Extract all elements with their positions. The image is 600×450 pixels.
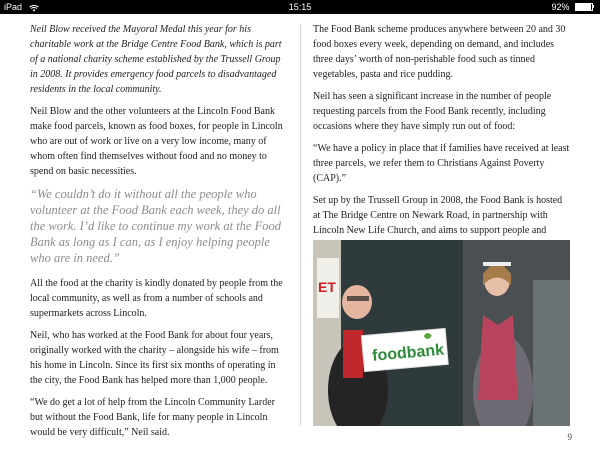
foodbank-sign (361, 328, 448, 371)
intro-paragraph: Neil Blow received the Mayoral Medal this year for his charitable work at the Bridge Centre Food Bank, which is part of a national charity scheme established by the Trussell Group in 2008. It provides emergency food parcels to disadvantaged residents in the local community. (30, 24, 282, 95)
body-paragraph: Neil has seen a significant increase in the number of people requesting parcels from the Food Bank recently, including occasions where they have simply run out of food: (313, 91, 552, 132)
battery-tip (593, 5, 594, 8)
column-divider (300, 24, 301, 426)
article-photo (313, 240, 570, 426)
foodbank-sign-text: foodbank (371, 341, 445, 365)
status-right (551, 0, 594, 14)
status-time: 15:15 (288, 2, 312, 12)
right-column (313, 22, 571, 260)
body-paragraph: Set up by the Trussell Group in 2008, the Food Bank is hosted at The Bridge Centre on Newark Road, in partnership with Lincoln New Life Church, and aims to support people and (313, 195, 563, 236)
body-paragraph: “We do get a lot of help from the Lincoln Community Larder but without the Food Bank, life for many people in Lincoln would be very difficult,” Neil said. (30, 397, 275, 438)
pull-quote: “We couldn’t do it without all the people who volunteer at the Food Bank each week, they do all the work. I’d like to continue my work at the Food Bank as long as I can, as I enjoy helping people who are in need.” (30, 187, 281, 265)
photo-illustration (313, 240, 570, 426)
battery-percent: 92% (551, 2, 570, 12)
body-paragraph: Neil, who has worked at the Food Bank for about four years, originally worked with the charity – alongside his wife – from his home in Lincoln. Since its first six months of operating in the city, the Food Bank has helped more than 1,000 people. (30, 330, 279, 386)
battery-icon (575, 3, 593, 11)
page-number: 9 (567, 432, 572, 442)
status-bar (0, 0, 600, 14)
body-paragraph: Neil Blow and the other volunteers at the Lincoln Food Bank make food parcels, known as food boxes, for people in Lincoln who are out of work or live on a very low income, many of whom often find themselves without food and no money to spend on basic necessities. (30, 106, 283, 177)
body-paragraph: “We have a policy in place that if families have received at least three parcels, we refer them to Christians Against Poverty (CAP).” (313, 143, 570, 184)
body-paragraph: All the food at the charity is kindly donated by people from the local community, as well as from a number of schools and supermarkets across Lincoln. (30, 278, 283, 319)
device-name: iPad (4, 2, 23, 12)
body-paragraph: The Food Bank scheme produces anywhere between 20 and 30 food boxes every week, depending on demand, and includes three days’ worth of non-perishable food such as tinned vegetables, pasta and rice pudding. (313, 24, 566, 80)
left-column (30, 22, 290, 447)
shop-sign-text: ET (318, 279, 336, 295)
battery-fill (576, 4, 591, 10)
